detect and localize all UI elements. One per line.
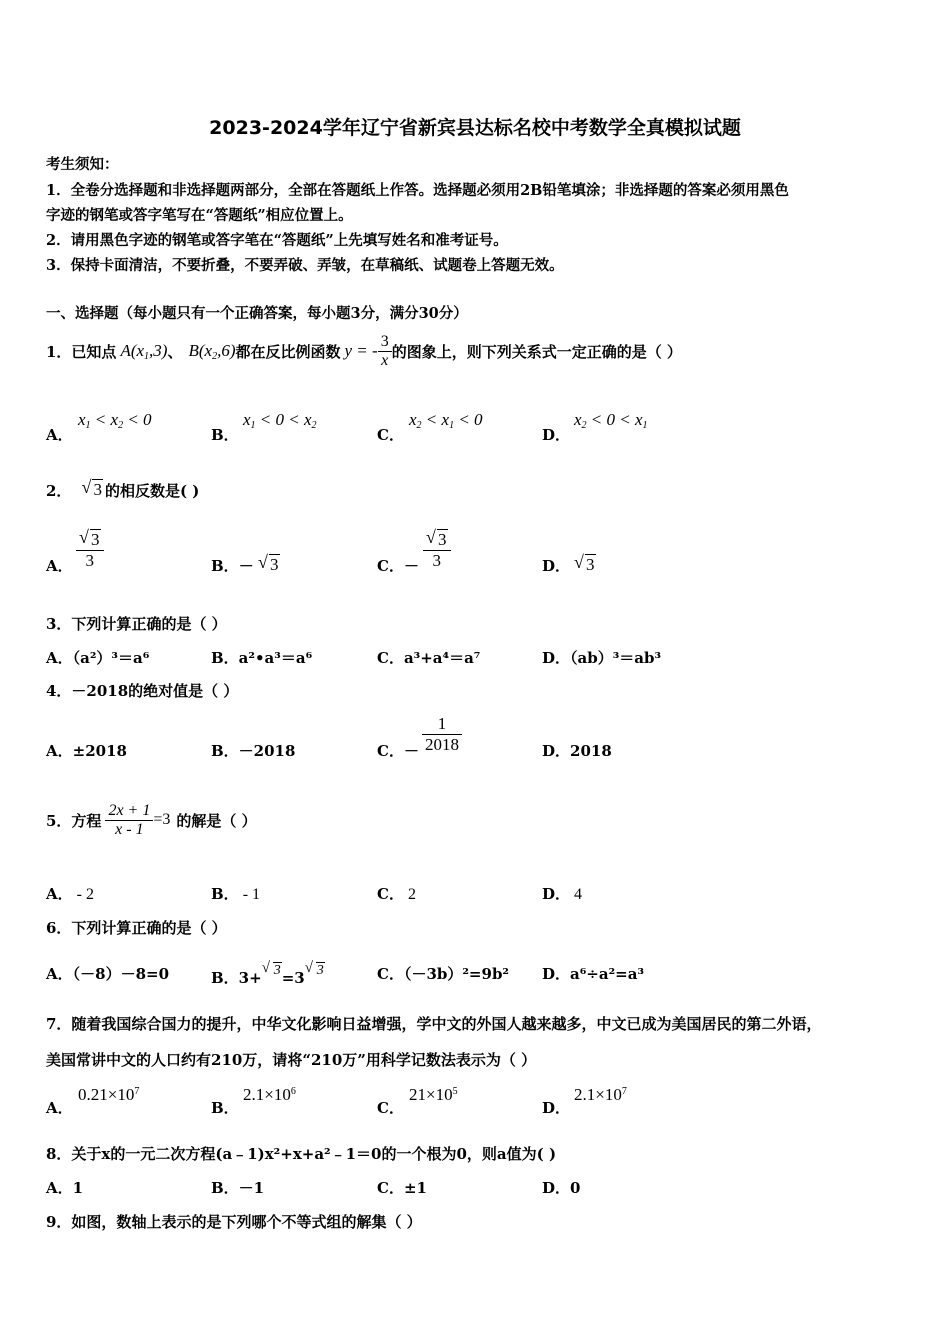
q1-option-b-expr: $x_1 < 0 < x_2$: [243, 410, 317, 431]
question-5: [46, 797, 257, 843]
question-8: 8．关于x的一元二次方程(a﹣1)x²+x+a²﹣1＝0的一个根为0，则a值为( ): [46, 1145, 557, 1163]
q4-option-c-fraction: $\frac{1}{2018}$: [422, 714, 462, 755]
q8-option-b[interactable]: B．－1: [211, 1179, 265, 1197]
q1-point-a: $A(x_1,3)$: [120, 340, 168, 362]
q4-option-b[interactable]: B．－2018: [211, 742, 296, 760]
q5-pre: 5．方程: [46, 811, 102, 830]
q2-option-a[interactable]: A．: [46, 557, 73, 575]
q4-option-a[interactable]: A．±2018: [46, 742, 127, 760]
q7-option-a[interactable]: A．: [46, 1099, 73, 1117]
notice-heading: 考生须知：: [46, 156, 119, 173]
q7-option-a-expr: $0.21\times 10^7$: [78, 1085, 140, 1104]
q8-option-a[interactable]: A．1: [46, 1179, 84, 1197]
q2-post: 的相反数是( ): [104, 481, 200, 500]
question-4: 4．－2018的绝对值是（ ）: [46, 682, 239, 700]
q1-post: 都在反比例函数: [235, 342, 341, 361]
q5-post: 的解是（ ）: [176, 811, 257, 830]
notice-item-3: 3．保持卡面清洁，不要折叠，不要弄破、弄皱，在草稿纸、试题卷上答题无效。: [46, 257, 564, 274]
q1-pre: 1．已知点: [46, 342, 117, 361]
q1-option-a-expr: $x_1 < x_2 < 0$: [78, 410, 152, 431]
q1-option-d[interactable]: D．: [542, 426, 571, 444]
q1-point-b: $B(x_2,6)$: [188, 340, 236, 362]
q8-option-d[interactable]: D．0: [542, 1179, 581, 1197]
q2-option-c[interactable]: C．－: [377, 557, 419, 575]
question-1: [46, 326, 682, 376]
question-6: 6．下列计算正确的是（ ）: [46, 919, 227, 937]
q7-option-d[interactable]: D．: [542, 1099, 571, 1117]
q7-option-c-expr: $21\times 10^5$: [409, 1085, 458, 1104]
page-title: 2023-2024学年辽宁省新宾县达标名校中考数学全真模拟试题: [209, 117, 741, 139]
q2-option-d[interactable]: D．: [542, 557, 571, 575]
q8-option-c[interactable]: C．±1: [377, 1179, 427, 1197]
q5-equals: =3: [153, 811, 171, 828]
q7-option-b-expr: $2.1\times 10^6$: [243, 1085, 296, 1104]
question-3: 3．下列计算正确的是（ ）: [46, 615, 227, 633]
q1-separator: 、: [167, 342, 183, 361]
q5-option-c[interactable]: C． 2: [377, 885, 416, 903]
notice-item-1-cont: 字迹的钢笔或答字笔写在“答题纸”相应位置上。: [46, 207, 353, 224]
q6-option-b[interactable]: B．3+ √ 3=3 √ 3: [211, 960, 324, 987]
q3-option-c[interactable]: C．a³+a⁴＝a⁷: [377, 649, 481, 667]
notice-item-2: 2．请用黑色字迹的钢笔或答字笔在“答题纸”上先填写姓名和准考证号。: [46, 232, 508, 249]
q2-option-b[interactable]: B．－: [211, 557, 254, 575]
q2-option-a-expr: √ 3 3: [76, 530, 104, 571]
q1-option-a[interactable]: A．: [46, 426, 73, 444]
question-7-line-1: 7．随着我国综合国力的提升，中华文化影响日益增强，学中文的外国人越来越多，中文已成为美国居民的第二外语，: [46, 1015, 822, 1033]
section-heading: 一、选择题（每小题只有一个正确答案，每小题3分，满分30分）: [46, 305, 468, 322]
q3-option-a[interactable]: A．（a²）³＝a⁶: [46, 649, 150, 667]
q7-option-c[interactable]: C．: [377, 1099, 404, 1117]
q5-fraction: $\frac{2x + 1}{x - 1}$: [105, 802, 153, 839]
q7-option-b[interactable]: B．: [211, 1099, 239, 1117]
q1-tail: 的图象上，则下列关系式一定正确的是（ ）: [391, 342, 682, 361]
q2-sqrt: √ 3: [81, 477, 102, 499]
q1-option-c[interactable]: C．: [377, 426, 404, 444]
q1-option-c-expr: $x_2 < x_1 < 0$: [409, 410, 483, 431]
question-7-line-2: 美国常讲中文的人口约有210万，请将“210万”用科学记数法表示为（ ）: [46, 1051, 537, 1069]
q4-option-c[interactable]: C．－: [377, 742, 419, 760]
q6-option-a[interactable]: A．（－8）－8=0: [46, 965, 170, 983]
notice-item-1: 1．全卷分选择题和非选择题两部分，全部在答题纸上作答。选择题必须用2B铅笔填涂；非选择题的答案必须用黑色: [46, 182, 789, 199]
q2-option-c-expr: √ 3 3: [423, 530, 451, 571]
q1-option-d-expr: $x_2 < 0 < x_1$: [574, 410, 648, 431]
question-9: 9．如图，数轴上表示的是下列哪个不等式组的解集（ ）: [46, 1213, 422, 1231]
q6-option-c[interactable]: C．（－3b）²=9b²: [377, 965, 509, 983]
q3-option-d[interactable]: D．（ab）³＝ab³: [542, 649, 662, 667]
q2-option-b-expr: √ 3: [258, 552, 279, 574]
q1-function-fraction: $\frac{3}{x}$: [378, 333, 392, 370]
q6-option-d[interactable]: D．a⁶÷a²=a³: [542, 965, 645, 983]
q5-option-d[interactable]: D． 4: [542, 885, 583, 903]
q1-option-b[interactable]: B．: [211, 426, 239, 444]
q5-option-a[interactable]: A． - 2: [46, 885, 94, 903]
q7-option-d-expr: $2.1\times 10^7$: [574, 1085, 627, 1104]
q2-pre: 2．: [46, 481, 72, 500]
q4-option-d[interactable]: D．2018: [542, 742, 612, 760]
q1-function-lhs: y = -: [344, 341, 378, 360]
q3-option-b[interactable]: B．a²•a³＝a⁶: [211, 649, 313, 667]
q5-option-b[interactable]: B． - 1: [211, 885, 261, 903]
q2-option-d-expr: √ 3: [574, 552, 595, 574]
question-2: [46, 470, 199, 510]
